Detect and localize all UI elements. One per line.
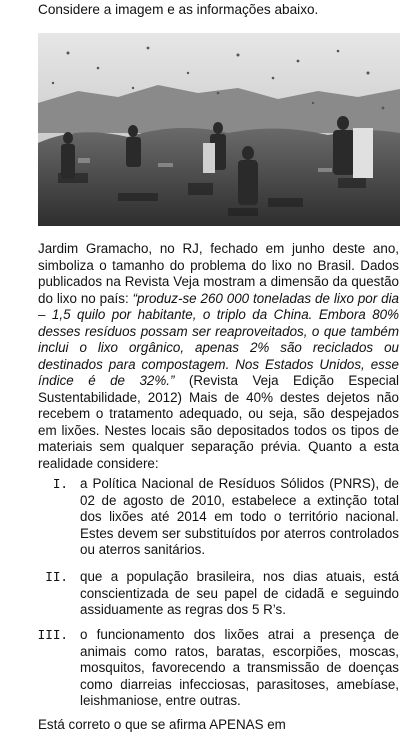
intro-text: Considere a imagem e as informações abaixo. xyxy=(38,2,319,17)
question-prompt: Está correto o que se afirma APENAS em xyxy=(38,717,286,732)
statement-text: o funcionamento dos lixões atrai a presença de animais como ratos, baratas, escorpiões, moscas, mosquitos, favorecendo a transmissão de doenças como diarreias infecciosas, parasitoses, amebíase, leishmaniose, entre outras. xyxy=(80,627,399,708)
landfill-photo xyxy=(38,33,400,226)
statement-text: que a população brasileira, nos dias atuais, está conscientizada de seu papel de cidadã e seguindo assiduamente as regras dos 5 R’s. xyxy=(80,569,399,617)
paragraph-quote: “produz-se 260 000 toneladas de lixo por dia – 1,5 quilo por habitante, o triplo da China. Embora 80% desses resíduos possam ser reaproveitados, o que também inclui o lixo orgânico, apenas 2% são reciclados ou destinados para compostagem. Nos Estados Unidos, esse índice é de 32%.” xyxy=(38,290,400,388)
statement-text: a Política Nacional de Resíduos Sólidos (PNRS), de 02 de agosto de 2010, estabelece a extinção total dos lixões até 2014 em todo o território nacional. Estes devem ser substituídos por aterros controlados ou aterros sanitários. xyxy=(80,476,399,557)
statement-number: I. xyxy=(52,476,68,491)
main-paragraph xyxy=(38,241,399,472)
paragraph-part1: Jardim Gramacho, no RJ, fechado em junho deste ano, simboliza o tamanho do problema do lixo no Brasil. Dados publicados na Revista Veja mostram a dimensão da questão do lixo no país: xyxy=(38,241,399,306)
paragraph-part2: (Revista Veja Edição Especial Sustentabilidade, 2012) Mais de 40% destes dejetos não recebem o tratamento adequado, ou seja, são despejados em lixões. Nestes locais são depositados todos os tipos de materiais sem qualquer separação prévia. Quanto a esta realidade considere: xyxy=(38,373,399,471)
landfill-image-icon xyxy=(38,33,400,226)
statement-number: III. xyxy=(37,627,68,642)
statement-number: II. xyxy=(45,569,68,584)
